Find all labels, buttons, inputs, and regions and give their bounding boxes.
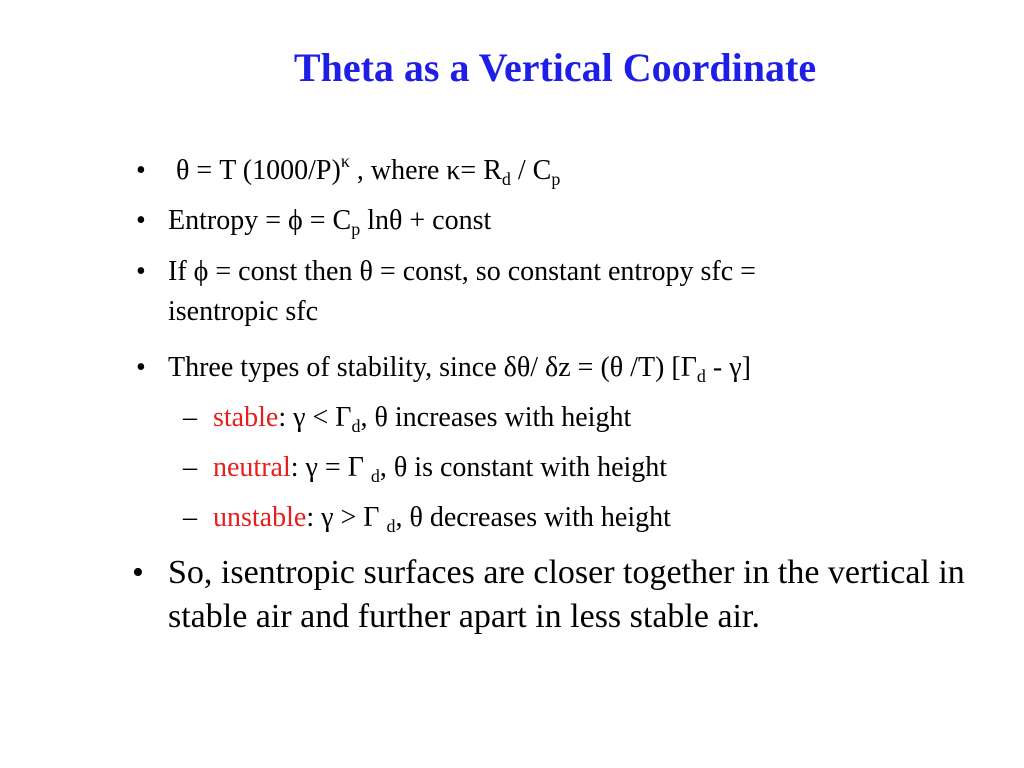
stability-formula-text: Three types of stability, since δθ/ δz = (θ /T) [Γ <box>168 352 697 383</box>
bullet-marker: • <box>136 256 146 287</box>
sub-marker: – <box>183 402 197 433</box>
conclusion-text: So, isentropic surfaces are closer together in the vertical in stable air and further apart in less stable air. <box>168 554 965 635</box>
slide-title: Theta as a Vertical Coordinate <box>293 45 817 90</box>
neutral-condition: : γ = Γ <box>290 452 371 483</box>
sub-marker: – <box>183 502 197 533</box>
bullet-marker: • <box>136 155 146 186</box>
isentropic-line-1: If ϕ = const then θ = const, so constant entropy sfc = <box>168 256 756 287</box>
bullet-stability-types <box>136 348 751 388</box>
stable-label: stable <box>213 402 279 433</box>
bullet-isentropic <box>136 252 756 332</box>
kappa-definition-text: , where κ= R <box>349 155 502 186</box>
bullet-marker: • <box>132 554 144 591</box>
unstable-label: unstable <box>213 502 307 533</box>
isentropic-line-2: isentropic sfc <box>168 296 319 327</box>
d-subscript: d <box>696 366 706 386</box>
stability-formula-end: - γ] <box>705 352 751 383</box>
cp-text: / C <box>510 155 552 186</box>
bullet-marker: • <box>136 352 146 383</box>
sub-bullet-unstable <box>183 498 671 538</box>
stable-condition: : γ < Γ <box>278 402 352 433</box>
unstable-condition: : γ > Γ <box>306 502 387 533</box>
entropy-ln-text: lnθ + const <box>360 205 492 236</box>
sub-marker: – <box>183 452 197 483</box>
d-subscript: d <box>386 516 396 536</box>
bullet-entropy <box>136 201 492 241</box>
bullet-theta-definition <box>136 151 561 191</box>
theta-formula-text: θ = T (1000/P) <box>176 155 341 186</box>
bullet-conclusion <box>132 551 988 639</box>
stable-description: , θ increases with height <box>360 402 632 433</box>
unstable-description: , θ decreases with height <box>395 502 671 533</box>
p-subscript: p <box>351 219 361 239</box>
d-subscript: d <box>351 416 361 436</box>
entropy-text: Entropy = ϕ = C <box>168 205 352 236</box>
neutral-label: neutral <box>213 452 291 483</box>
neutral-description: , θ is constant with height <box>379 452 668 483</box>
kappa-superscript: κ <box>340 151 350 171</box>
bullet-marker: • <box>136 205 146 236</box>
sub-bullet-stable <box>183 398 632 438</box>
sub-bullet-neutral <box>183 448 668 488</box>
d-subscript: d <box>370 466 380 486</box>
p-subscript: p <box>551 169 561 189</box>
d-subscript: d <box>501 169 511 189</box>
